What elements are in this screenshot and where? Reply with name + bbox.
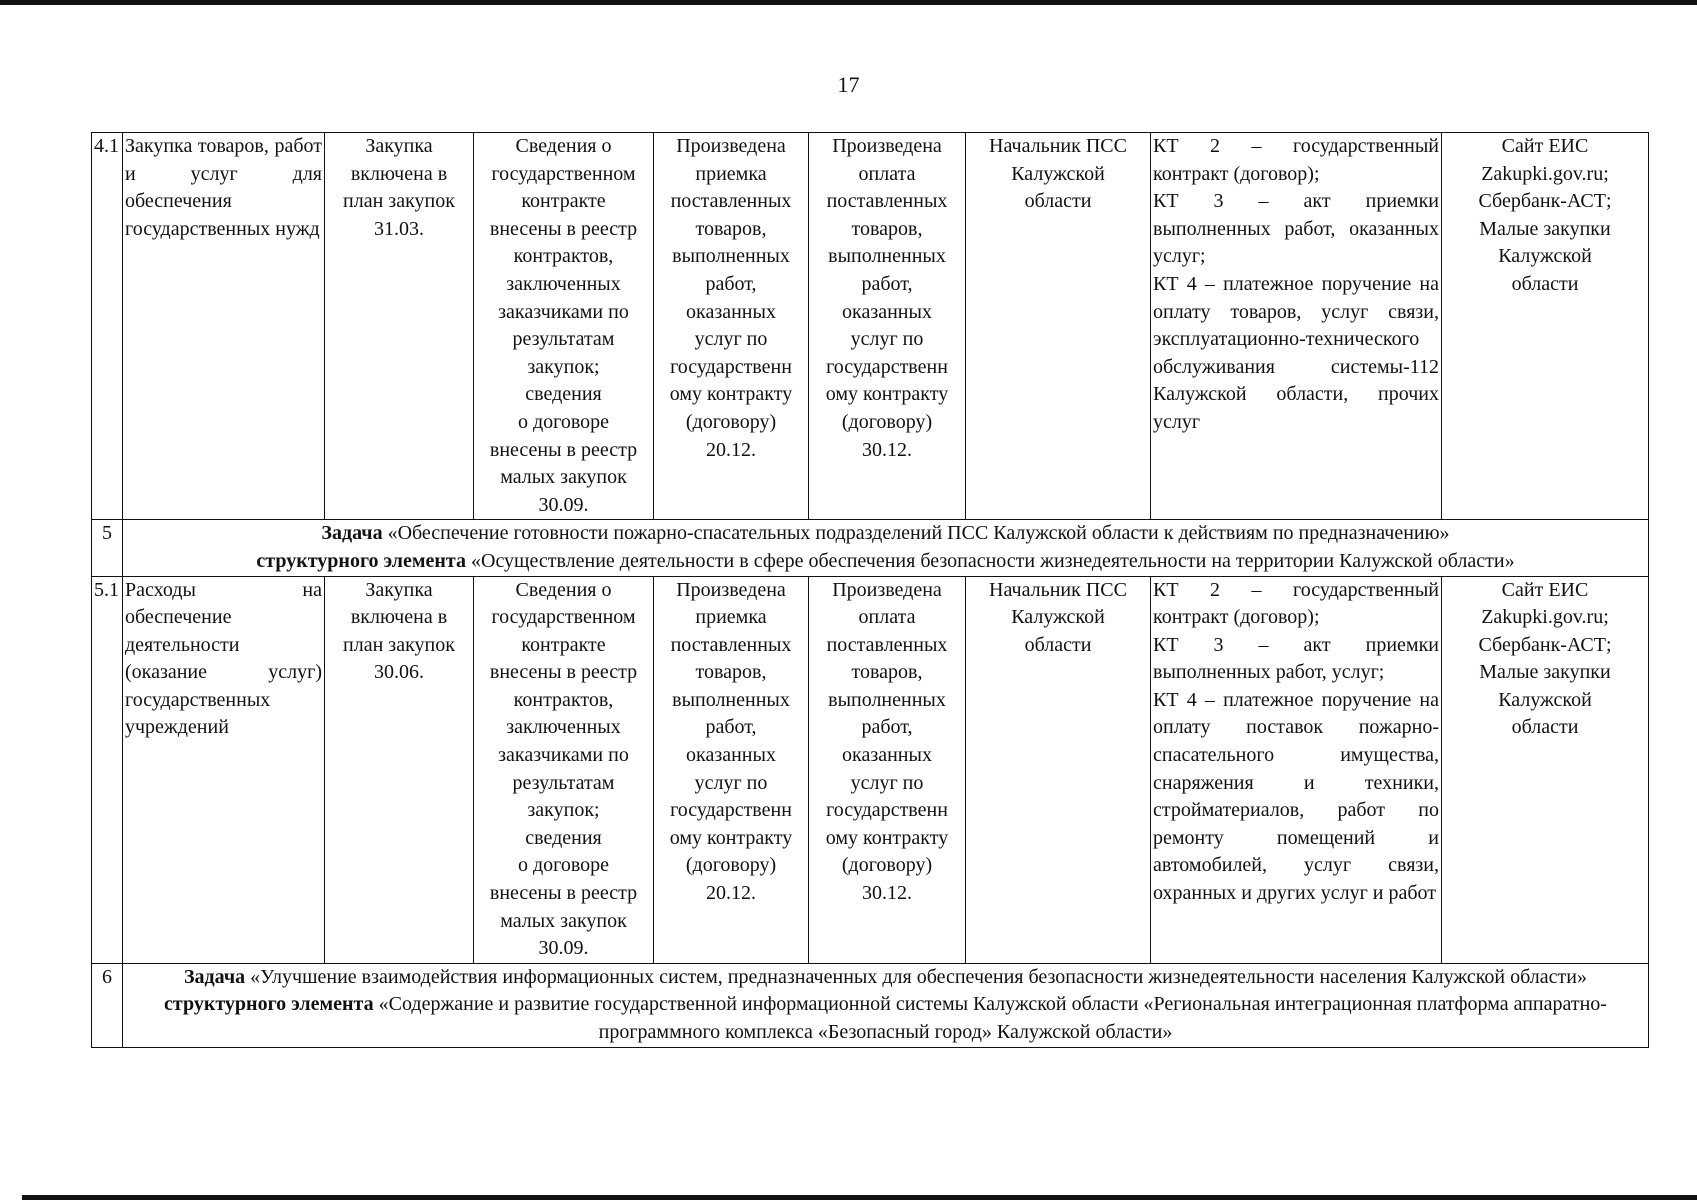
top-border-line [0, 0, 1697, 5]
control-point-item: КТ 4 – платежное поручение на оплату поставок пожарно-спасательного имущества, снаряжения и техники, стройматериалов, работ по ремонту помещений и автомобилей, услуг связи, охранных и других услуг и работ [1153, 688, 1439, 905]
element-label: структурного элемента [256, 549, 466, 572]
task-number: 6 [92, 963, 123, 1047]
table-row [92, 576, 1649, 963]
row-number: 4.1 [92, 133, 123, 520]
task-text: «Обеспечение готовности пожарно-спасательных подразделений ПСС Калужской области к действиям по предназначению» [382, 522, 1450, 545]
page-number: 17 [837, 72, 860, 97]
task-description [123, 963, 1649, 1047]
info-source: Сайт ЕИС Zakupki.gov.ru; Сбербанк-АСТ; Малые закупки Калужской области [1442, 133, 1649, 520]
element-text: «Содержание и развитие государственной информационной системы Калужской области «Региональная интеграционная платформа аппаратно-программного комплекса «Безопасный город» Калужской области» [373, 993, 1607, 1043]
control-point-item: КТ 3 – акт приемки выполненных работ, оказанных услуг; [1153, 190, 1439, 268]
activity-name: Закупка товаров, работ и услуг для обеспечения государственных нужд [123, 133, 325, 520]
implementation-plan-table [91, 132, 1649, 1048]
bottom-border-line [22, 1195, 1697, 1200]
responsible-person: Начальник ПСС Калужской области [966, 576, 1151, 963]
task-row [92, 963, 1649, 1047]
element-text: «Осуществление деятельности в сфере обеспечения безопасности жизнедеятельности на территории Калужской области» [466, 549, 1515, 572]
task-number: 5 [92, 520, 123, 576]
control-event-2: Сведения о государственном контракте внесены в реестр контрактов, заключенных заказчиками по результатам закупок; сведения о договоре внесены в реестр малых закупок 30.09. [474, 133, 654, 520]
task-label: Задача [321, 522, 383, 545]
control-point-item: КТ 2 – государственный контракт (договор); [1153, 135, 1439, 185]
control-event-4: Произведена оплата поставленных товаров, выполненных работ, оказанных услуг по государственн ому контракту (договору) 30.12. [809, 576, 966, 963]
control-event-3: Произведена приемка поставленных товаров, выполненных работ, оказанных услуг по государственн ому контракту (договору) 20.12. [654, 133, 809, 520]
activity-name: Расходы на обеспечение деятельности (оказание услуг) государственных учреждений [123, 576, 325, 963]
control-event-1: Закупка включена в план закупок 30.06. [325, 576, 474, 963]
task-text: «Улучшение взаимодействия информационных систем, предназначенных для обеспечения безопасности жизнедеятельности населения Калужской области» [245, 965, 1587, 988]
task-label: Задача [183, 965, 246, 988]
control-point-item: КТ 3 – акт приемки выполненных работ, услуг; [1153, 633, 1439, 684]
control-points [1151, 133, 1442, 520]
control-event-4: Произведена оплата поставленных товаров, выполненных работ, оказанных услуг по государственн ому контракту (договору) 30.12. [809, 133, 966, 520]
task-row [92, 520, 1649, 576]
control-event-2: Сведения о государственном контракте внесены в реестр контрактов, заключенных заказчиками по результатам закупок; сведения о договоре внесены в реестр малых закупок 30.09. [474, 576, 654, 963]
row-number: 5.1 [92, 576, 123, 963]
table-row [92, 133, 1649, 520]
control-point-item: КТ 2 – государственный контракт (договор); [1153, 578, 1439, 629]
control-event-1: Закупка включена в план закупок 31.03. [325, 133, 474, 520]
element-label: структурного элемента [164, 993, 374, 1016]
control-event-3: Произведена приемка поставленных товаров, выполненных работ, оказанных услуг по государственн ому контракту (договору) 20.12. [654, 576, 809, 963]
control-point-item: КТ 4 – платежное поручение на оплату товаров, услуг связи, эксплуатационно-технического обслуживания системы-112 Калужской области, прочих услуг [1153, 272, 1439, 433]
control-points [1151, 576, 1442, 963]
info-source: Сайт ЕИС Zakupki.gov.ru; Сбербанк-АСТ; Малые закупки Калужской области [1442, 576, 1649, 963]
responsible-person: Начальник ПСС Калужской области [966, 133, 1151, 520]
task-description [123, 520, 1649, 576]
